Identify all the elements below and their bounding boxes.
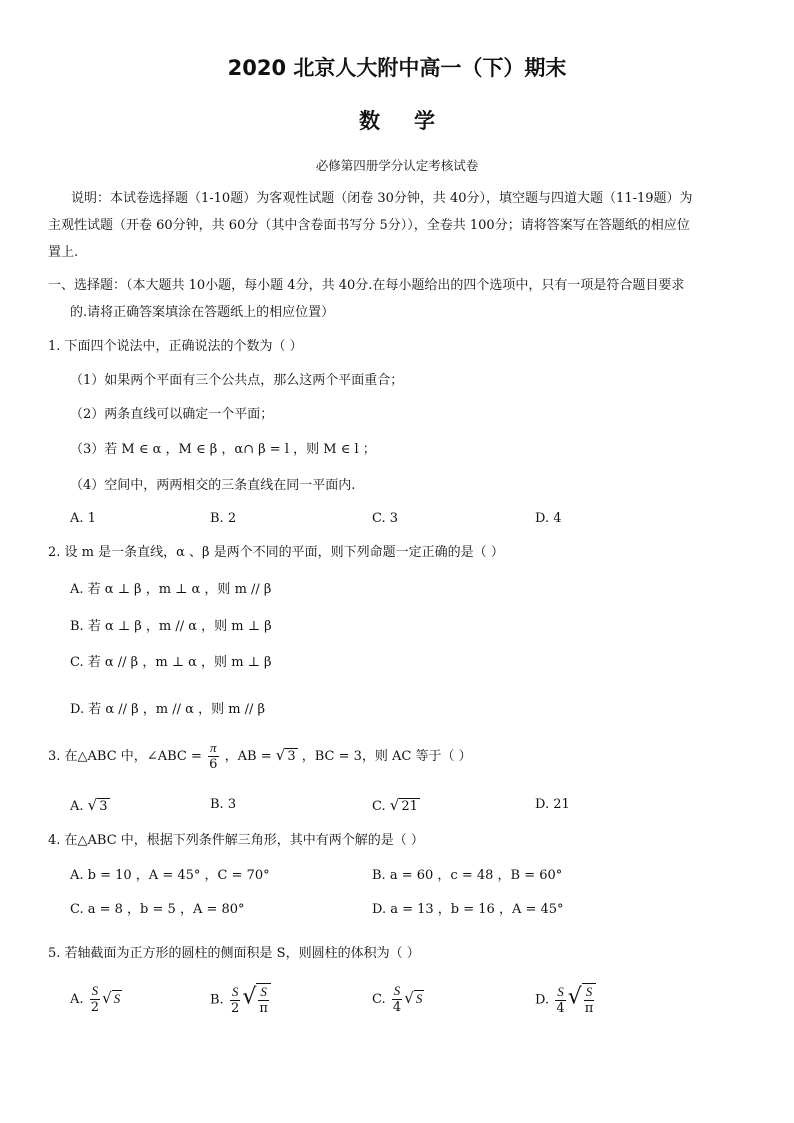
radical-sign-icon: √ xyxy=(275,746,286,764)
q4-option-c[interactable]: C. a = 8 ，b = 5 ，A = 80° xyxy=(70,902,245,917)
q3-fraction-numerator: π xyxy=(209,740,217,755)
q2-stem: 2. 设 m 是一条直线，α 、β 是两个不同的平面，则下列命题一定正确的是（ ） xyxy=(48,545,504,560)
q1-option-b[interactable]: B. 2 xyxy=(210,511,237,526)
q5-radicand-denominator: π xyxy=(259,1001,268,1016)
q1-statement-3: （3）若 M ∈ α ，M ∈ β ，α∩ β = l ，则 M ∈ l ； xyxy=(70,442,376,457)
q5-fraction-denominator: 2 xyxy=(230,1000,240,1016)
q3-stem-part-2: ，AB = xyxy=(224,749,272,764)
q5-option-a-label: A. xyxy=(70,992,84,1007)
q1-option-c[interactable]: C. 3 xyxy=(372,511,399,526)
q5-fraction-denominator: 4 xyxy=(392,1000,402,1015)
q3-fraction-denominator: 6 xyxy=(209,757,218,772)
q5-option-d[interactable] xyxy=(535,983,598,1017)
q1-stem: 1. 下面四个说法中，正确说法的个数为（ ） xyxy=(48,339,303,354)
page-title: 2020 北京人大附中高一（下）期末 xyxy=(227,56,567,80)
radical-sign-icon: √ xyxy=(102,989,112,1007)
q5-option-a-fraction xyxy=(90,983,101,1016)
subject-title: 数学 xyxy=(359,109,469,133)
q5-option-b-radicand xyxy=(256,983,271,1017)
intro-line-2: 主观性试题（开卷 60分钟，共 60分（其中含卷面书写分 5分）），全卷共 100分；请将答案写在答题纸的相应位 xyxy=(48,218,690,233)
intro-line-3: 置上. xyxy=(48,245,79,260)
q5-radicand-numerator: S xyxy=(585,984,593,999)
section-heading-line-2: 的.请将正确答案填涂在答题纸上的相应位置） xyxy=(70,305,335,320)
q5-option-a[interactable] xyxy=(70,983,122,1016)
q5-fraction-numerator: S xyxy=(557,983,564,999)
q5-option-d-radicand xyxy=(582,983,597,1017)
q4-option-d[interactable]: D. a = 13 ，b = 16 ，A = 45° xyxy=(372,902,564,917)
q2-option-b[interactable]: B. 若 α ⊥ β ，m // α ，则 m ⊥ β xyxy=(70,619,272,634)
q3-option-c[interactable] xyxy=(372,792,420,820)
q3-option-a[interactable] xyxy=(70,792,110,820)
q5-stem: 5. 若轴截面为正方形的圆柱的侧面积是 S，则圆柱的体积为（ ） xyxy=(48,946,420,961)
q5-fraction-numerator: S xyxy=(231,983,239,999)
q2-option-c[interactable]: C. 若 α // β ，m ⊥ α ，则 m ⊥ β xyxy=(70,655,272,670)
q3-option-a-label: A. xyxy=(70,799,84,814)
q5-radicand-numerator: S xyxy=(260,984,267,999)
radical-sign-icon: √ xyxy=(404,989,414,1007)
q5-option-c-fraction xyxy=(392,983,403,1016)
radical-sign-icon: √ xyxy=(567,984,582,1010)
q3-sqrt-value: 3 xyxy=(287,749,296,764)
q3-option-c-label: C. xyxy=(372,799,386,814)
q1-statement-4: （4）空间中，两两相交的三条直线在同一平面内. xyxy=(70,478,356,493)
q5-option-c-radicand: S xyxy=(415,991,423,1006)
q1-option-a[interactable]: A. 1 xyxy=(70,511,96,526)
q5-fraction-denominator: 4 xyxy=(556,1000,565,1016)
q1-statement-2: （2）两条直线可以确定一个平面； xyxy=(70,407,274,422)
q3-stem-part-1: 3. 在△ABC 中，∠ABC = xyxy=(48,749,202,764)
subtitle: 必修第四册学分认定考核试卷 xyxy=(315,158,479,173)
q5-option-d-label: D. xyxy=(535,992,550,1008)
intro-line-1: 说明：本试卷选择题（1-10题）为客观性试题（闭卷 30分钟，共 40分），填空题与四道大题（11-19题）为 xyxy=(71,191,693,206)
q2-option-d[interactable]: D. 若 α // β ，m // α ，则 m // β xyxy=(70,702,266,717)
q1-option-d[interactable]: D. 4 xyxy=(535,511,562,526)
q5-option-d-fraction xyxy=(555,984,566,1017)
q4-stem: 4. 在△ABC 中，根据下列条件解三角形，其中有两个解的是（ ） xyxy=(48,833,424,848)
q5-fraction-numerator: S xyxy=(91,983,99,998)
q3-option-d[interactable]: D. 21 xyxy=(535,797,570,812)
radical-sign-icon: √ xyxy=(389,796,400,814)
section-heading-line-1: 一、选择题：（本大题共 10小题，每小题 4分，共 40分.在每小题给出的四个选项中，只有一项是符合题目要求 xyxy=(48,278,685,293)
q5-fraction-numerator: S xyxy=(393,983,401,998)
q3-angle-fraction xyxy=(208,740,219,773)
q3-stem xyxy=(48,740,472,773)
q5-option-c-label: C. xyxy=(372,992,386,1007)
q2-option-a[interactable]: A. 若 α ⊥ β ，m ⊥ α ，则 m // β xyxy=(70,582,272,597)
q5-radicand-denominator: π xyxy=(584,1001,594,1016)
q4-option-a[interactable]: A. b = 10 ，A = 45° ，C = 70° xyxy=(70,868,270,883)
q5-option-a-radicand: S xyxy=(113,991,121,1006)
q1-statement-1: （1）如果两个平面有三个公共点，那么这两个平面重合； xyxy=(70,373,404,388)
q5-option-b-label: B. xyxy=(210,992,224,1008)
q3-stem-part-3: ，BC = 3，则 AC 等于（ ） xyxy=(301,749,472,764)
q5-option-c[interactable] xyxy=(372,983,424,1016)
q3-option-b[interactable]: B. 3 xyxy=(210,797,237,812)
radical-sign-icon: √ xyxy=(242,984,257,1010)
q5-option-b-fraction xyxy=(230,984,241,1017)
q5-fraction-denominator: 2 xyxy=(90,1000,100,1015)
radical-sign-icon: √ xyxy=(87,796,98,814)
q4-option-b[interactable]: B. a = 60 ，c = 48 ，B = 60° xyxy=(372,868,563,883)
q3-option-c-value: 21 xyxy=(401,799,418,814)
q3-option-a-value: 3 xyxy=(99,799,108,814)
q5-option-b[interactable] xyxy=(210,983,273,1017)
